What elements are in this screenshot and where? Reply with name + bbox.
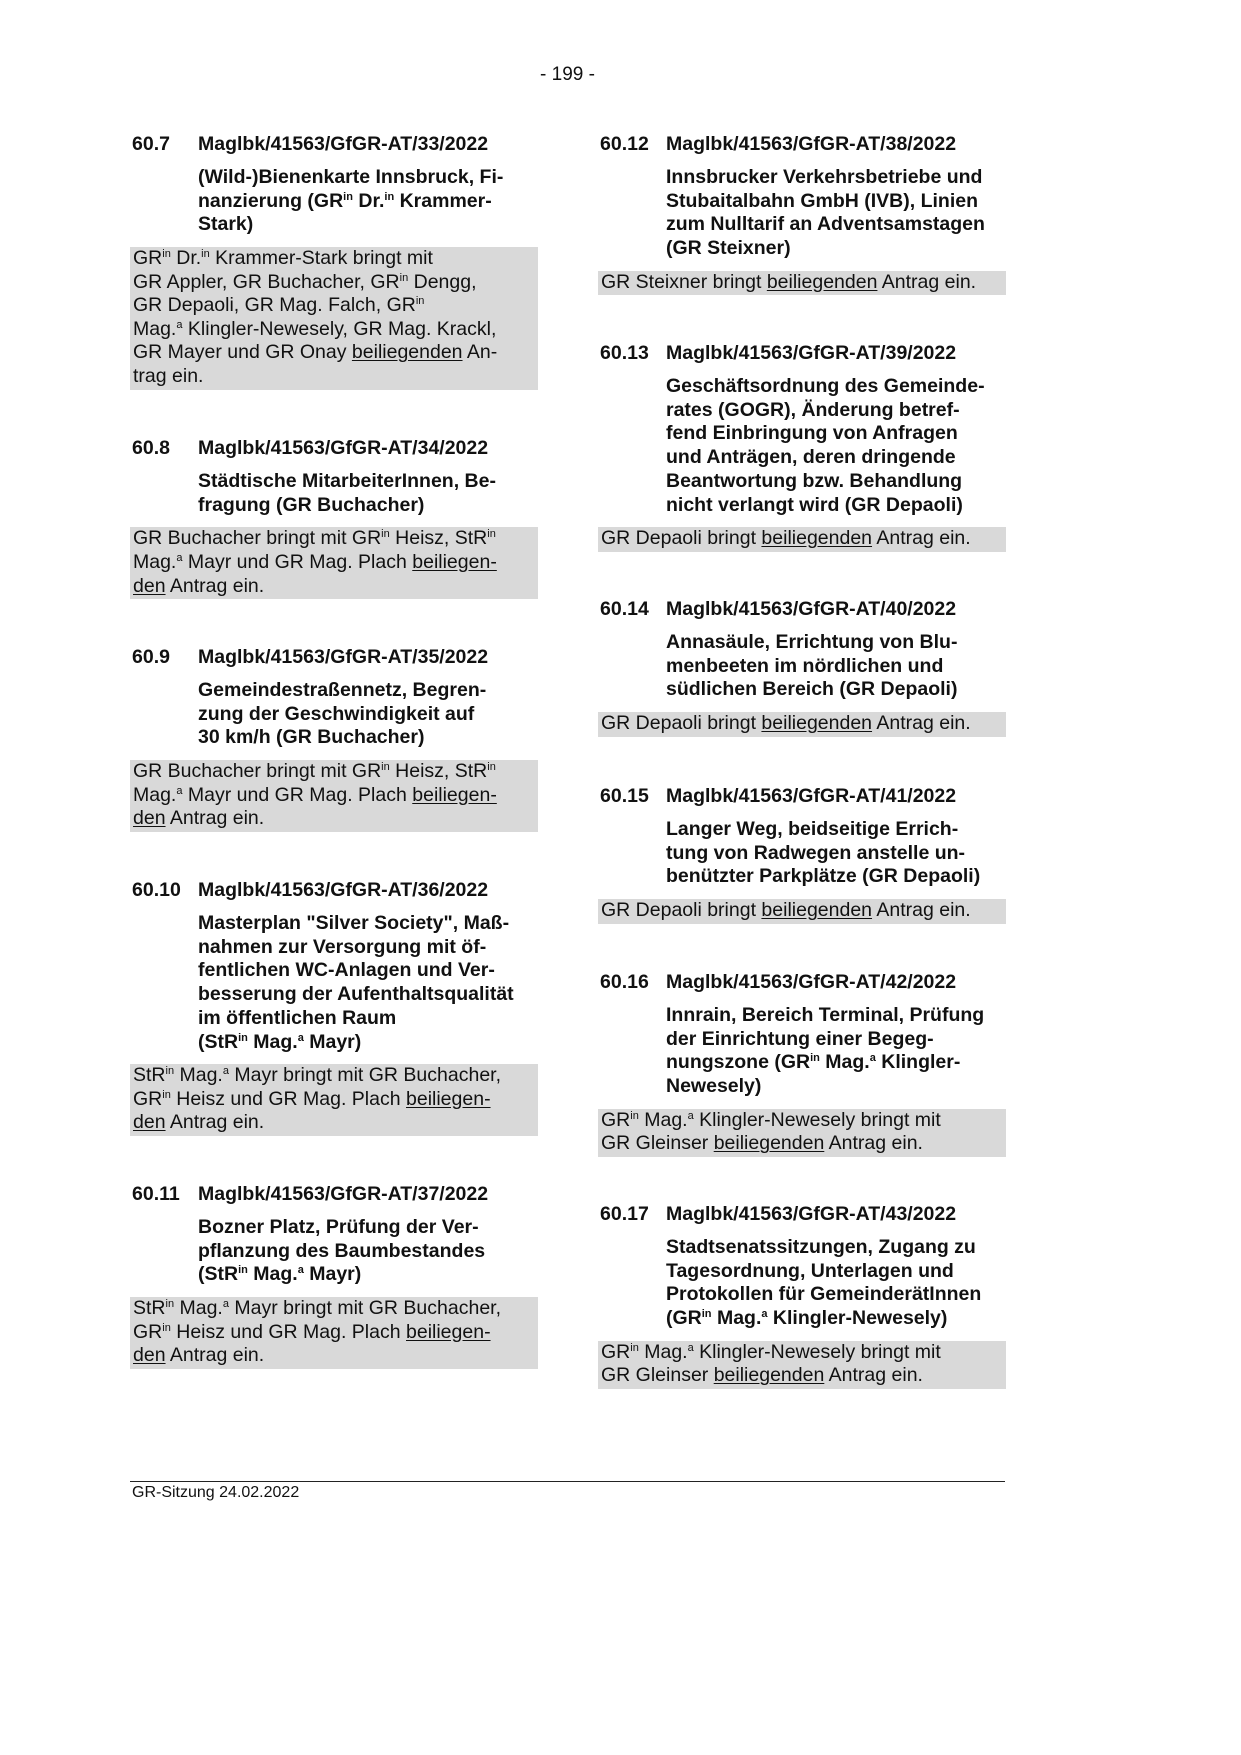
text-line: Protokollen für GemeinderätInnen — [666, 1283, 982, 1306]
item-reference: Maglbk/41563/GfGR-AT/40/2022 — [666, 598, 957, 620]
text-line: Annasäule, Errichtung von Blu- — [666, 631, 958, 653]
superscript: a — [176, 552, 183, 564]
item-title — [666, 631, 1010, 702]
text-line: besserung der Aufenthaltsqualität — [198, 983, 514, 1006]
text-line: 30 km/h (GR Buchacher) — [198, 726, 425, 749]
superscript: in — [201, 248, 210, 261]
agenda-item — [132, 878, 542, 1136]
text-line: nahmen zur Versorgung mit öf- — [198, 935, 487, 958]
underlined-text: beiliegenden — [761, 899, 873, 922]
item-motion-text — [598, 1109, 1006, 1157]
superscript: in — [487, 761, 496, 774]
text-line: Beantwortung bzw. Behandlung — [666, 469, 963, 492]
item-number: 60.14 — [600, 598, 649, 620]
item-number: 60.16 — [600, 971, 649, 993]
item-header — [600, 597, 1010, 621]
text-line: Stubaitalbahn GmbH (IVB), Linien — [666, 189, 978, 212]
text-line: Innsbrucker Verkehrsbetriebe und — [666, 166, 983, 188]
item-title — [198, 1216, 542, 1287]
item-number: 60.11 — [132, 1183, 180, 1205]
text-line: $GR^{in}$ Heisz und GR Mag. Plach beiliegen- — [133, 1087, 491, 1110]
text-line: rates (GOGR), Änderung betref- — [666, 398, 960, 421]
item-title — [666, 1004, 1010, 1099]
text-line: Tagesordnung, Unterlagen und — [666, 1259, 954, 1282]
item-title — [666, 375, 1010, 517]
item-header — [132, 1182, 542, 1206]
text-line: GR Depaoli, GR Mag. Falch, $GR^{in}$ — [133, 294, 425, 317]
text-line: fend Einbringung von Anfragen — [666, 422, 958, 445]
item-motion-text — [130, 760, 538, 832]
superscript: a — [869, 1052, 876, 1065]
item-number: 60.9 — [132, 646, 170, 668]
text-line: GR Depaoli bringt beiliegenden Antrag ein. — [601, 527, 971, 550]
underlined-text: beiliegenden — [761, 527, 873, 550]
agenda-item — [132, 1182, 542, 1369]
item-number: 60.15 — [600, 785, 649, 807]
item-header — [132, 436, 542, 460]
item-motion-text — [130, 1297, 538, 1369]
superscript: a — [222, 1065, 229, 1078]
text-line: den Antrag ein. — [133, 807, 265, 830]
item-title — [666, 818, 1010, 889]
underlined-text: beiliegenden — [713, 1132, 825, 1155]
item-motion-text — [598, 712, 1006, 737]
superscript: in — [810, 1052, 820, 1065]
agenda-item — [600, 1202, 1010, 1389]
text-line: (StR$^{in}$ Mag.$^a$ Mayr) — [198, 1263, 362, 1286]
underlined-text: den — [133, 807, 166, 830]
text-line: nicht verlangt wird (GR Depaoli) — [666, 493, 963, 516]
footer-text: GR-Sitzung 24.02.2022 — [132, 1484, 300, 1501]
item-header — [600, 784, 1010, 808]
item-motion-text — [130, 1064, 538, 1136]
underlined-text: beiliegen- — [406, 1320, 491, 1343]
agenda-item — [132, 132, 542, 390]
item-motion-text — [130, 527, 538, 599]
underlined-text: beiliegen- — [412, 551, 497, 573]
text-line: im öffentlichen Raum — [198, 1006, 397, 1029]
superscript: in — [162, 248, 171, 261]
superscript: a — [176, 318, 183, 331]
text-line: und Anträgen, deren dringende — [666, 446, 956, 469]
page-number: - 199 - — [540, 64, 595, 85]
text-line: Stadtsenatssitzungen, Zugang zu — [666, 1236, 976, 1258]
footer-divider — [130, 1481, 1005, 1482]
text-line: den Antrag ein. — [133, 1111, 265, 1134]
agenda-item — [132, 436, 542, 599]
item-title — [198, 912, 542, 1054]
text-line: (GR Steixner) — [666, 237, 791, 260]
item-reference: Maglbk/41563/GfGR-AT/41/2022 — [666, 785, 957, 807]
agenda-item — [600, 597, 1010, 737]
item-title — [198, 470, 542, 517]
superscript: in — [487, 528, 496, 541]
text-line: Städtische MitarbeiterInnen, Be- — [198, 470, 496, 492]
item-number: 60.12 — [600, 133, 649, 155]
text-line: den Antrag ein. — [133, 574, 265, 597]
text-line: trag ein. — [133, 365, 204, 388]
superscript: in — [630, 1341, 639, 1354]
text-line: StR$^{in}$ Mag.$^a$ Mayr bringt mit GR Buchacher, — [133, 1297, 501, 1320]
text-line: Geschäftsordnung des Gemeinde- — [666, 375, 985, 397]
text-line: $GR^{in}$ Mag.$^a$ Klingler-Newesely bringt mit — [601, 1108, 941, 1131]
text-line: ($GR^{in}$ Mag.$^a$ Klingler-Newesely) — [666, 1307, 948, 1330]
text-line: GR Buchacher bringt mit $GR^{in}$ Heisz, StR$^{in}$ — [133, 527, 496, 550]
superscript: in — [165, 1065, 175, 1078]
agenda-item — [600, 341, 1010, 552]
text-line: der Einrichtung einer Begeg- — [666, 1027, 934, 1050]
text-line: tung von Radwegen anstelle un- — [666, 841, 966, 864]
underlined-text: beiliegen- — [412, 783, 497, 806]
text-line: GR Buchacher bringt mit $GR^{in}$ Heisz, StR$^{in}$ — [133, 760, 496, 783]
superscript: in — [381, 761, 390, 774]
superscript: a — [222, 1298, 229, 1311]
superscript: in — [238, 1264, 248, 1277]
text-line: Langer Weg, beidseitige Errich- — [666, 818, 959, 840]
item-header — [600, 970, 1010, 994]
text-line: fentlichen WC-Anlagen und Ver- — [198, 959, 495, 982]
item-title — [666, 1236, 1010, 1331]
superscript: in — [381, 528, 390, 541]
item-reference: Maglbk/41563/GfGR-AT/36/2022 — [198, 879, 489, 901]
superscript: in — [162, 1321, 171, 1334]
superscript: in — [701, 1308, 712, 1321]
superscript: in — [343, 190, 353, 203]
text-line: Stark) — [198, 213, 254, 236]
superscript: a — [687, 1109, 694, 1122]
underlined-text: beiliegen- — [406, 1087, 491, 1110]
item-header — [132, 132, 542, 156]
item-header — [600, 341, 1010, 365]
underlined-text: den — [133, 1344, 166, 1367]
text-line: benützter Parkplätze (GR Depaoli) — [666, 865, 981, 888]
text-line: nungszone ($GR^{in}$ Mag.$^a$ Klingler- — [666, 1051, 961, 1074]
item-header — [132, 645, 542, 669]
superscript: a — [297, 1031, 304, 1044]
item-number: 60.17 — [600, 1203, 649, 1225]
text-line: nanzierung ($GR^{in}$ Dr.$^{in}$ Krammer- — [198, 189, 492, 212]
item-reference: Maglbk/41563/GfGR-AT/43/2022 — [666, 1203, 957, 1225]
underlined-text: den — [133, 1111, 166, 1134]
item-reference: Maglbk/41563/GfGR-AT/37/2022 — [198, 1183, 489, 1205]
text-line: GR Depaoli bringt beiliegenden Antrag ein. — [601, 712, 971, 735]
item-title — [198, 679, 542, 750]
text-line: GR Gleinser beiliegenden Antrag ein. — [601, 1132, 923, 1155]
text-line: Gemeindestraßennetz, Begren- — [198, 679, 487, 701]
item-motion-text — [598, 271, 1006, 296]
item-header — [600, 1202, 1010, 1226]
item-title — [198, 166, 542, 237]
item-number: 60.10 — [132, 879, 181, 901]
text-line: (Wild-)Bienenkarte Innsbruck, Fi- — [198, 166, 504, 188]
item-header — [600, 132, 1010, 156]
superscript: in — [165, 1298, 175, 1311]
item-motion-text — [598, 527, 1006, 552]
underlined-text: den — [133, 574, 166, 597]
item-title — [666, 166, 1010, 261]
superscript: a — [687, 1341, 694, 1354]
text-line: den Antrag ein. — [133, 1344, 265, 1367]
item-reference: Maglbk/41563/GfGR-AT/35/2022 — [198, 646, 489, 668]
item-reference: Maglbk/41563/GfGR-AT/34/2022 — [198, 437, 489, 459]
item-reference: Maglbk/41563/GfGR-AT/33/2022 — [198, 133, 489, 155]
text-line: StR$^{in}$ Mag.$^a$ Mayr bringt mit GR Buchacher, — [133, 1064, 501, 1087]
text-line: GR Appler, GR Buchacher, $GR^{in}$ Dengg, — [133, 270, 477, 293]
underlined-text: beiliegenden — [713, 1364, 825, 1387]
item-motion-text — [130, 247, 538, 390]
agenda-item — [132, 645, 542, 832]
agenda-item — [600, 784, 1010, 924]
text-line: menbeeten im nördlichen und — [666, 654, 944, 677]
item-reference: Maglbk/41563/GfGR-AT/39/2022 — [666, 342, 957, 364]
superscript: in — [630, 1109, 639, 1122]
superscript: in — [162, 1088, 171, 1101]
text-line: GR Depaoli bringt beiliegenden Antrag ein. — [601, 899, 971, 922]
text-line: südlichen Bereich (GR Depaoli) — [666, 678, 958, 701]
agenda-item — [600, 970, 1010, 1157]
underlined-text: beiliegenden — [766, 270, 878, 293]
text-line: Mag.$^a$ Klingler-Newesely, GR Mag. Krackl, — [133, 317, 497, 340]
superscript: in — [399, 271, 409, 284]
superscript: in — [415, 295, 425, 308]
text-line: Newesely) — [666, 1075, 762, 1098]
text-line: Masterplan "Silver Society", Maß- — [198, 912, 510, 934]
superscript: a — [761, 1308, 768, 1321]
item-number: 60.8 — [132, 437, 170, 459]
text-line: Innrain, Bereich Terminal, Prüfung — [666, 1004, 985, 1026]
text-line: GR Steixner bringt beiliegenden Antrag ein. — [601, 270, 977, 293]
text-line: Bozner Platz, Prüfung der Ver- — [198, 1216, 479, 1238]
superscript: in — [384, 190, 395, 203]
item-header — [132, 878, 542, 902]
item-motion-text — [598, 1341, 1006, 1389]
superscript: in — [238, 1031, 248, 1044]
text-line: Mag.$^a$ Mayr und GR Mag. Plach beiliegen- — [133, 551, 497, 573]
underlined-text: beiliegenden — [351, 341, 463, 364]
text-line: $GR^{in}$ Dr.$^{in}$ Krammer-Stark bringt mit — [133, 247, 433, 270]
text-line: Mag.$^a$ Mayr und GR Mag. Plach beiliegen- — [133, 783, 497, 806]
underlined-text: beiliegenden — [761, 712, 873, 735]
text-line: GR Mayer und GR Onay beiliegenden An- — [133, 341, 498, 364]
text-line: zung der Geschwindigkeit auf — [198, 702, 475, 725]
text-line: zum Nulltarif an Adventsamstagen — [666, 213, 985, 236]
item-reference: Maglbk/41563/GfGR-AT/38/2022 — [666, 133, 957, 155]
superscript: a — [297, 1264, 304, 1277]
text-line: $GR^{in}$ Mag.$^a$ Klingler-Newesely bringt mit — [601, 1340, 941, 1363]
text-line: pflanzung des Baumbestandes — [198, 1239, 486, 1262]
text-line: (StR$^{in}$ Mag.$^a$ Mayr) — [198, 1030, 362, 1053]
item-motion-text — [598, 899, 1006, 924]
text-line: fragung (GR Buchacher) — [198, 493, 425, 516]
superscript: a — [176, 784, 183, 797]
item-reference: Maglbk/41563/GfGR-AT/42/2022 — [666, 971, 957, 993]
text-line: GR Gleinser beiliegenden Antrag ein. — [601, 1364, 923, 1387]
item-number: 60.13 — [600, 342, 649, 364]
agenda-item — [600, 132, 1010, 295]
item-number: 60.7 — [132, 133, 170, 155]
text-line: $GR^{in}$ Heisz und GR Mag. Plach beiliegen- — [133, 1320, 491, 1343]
